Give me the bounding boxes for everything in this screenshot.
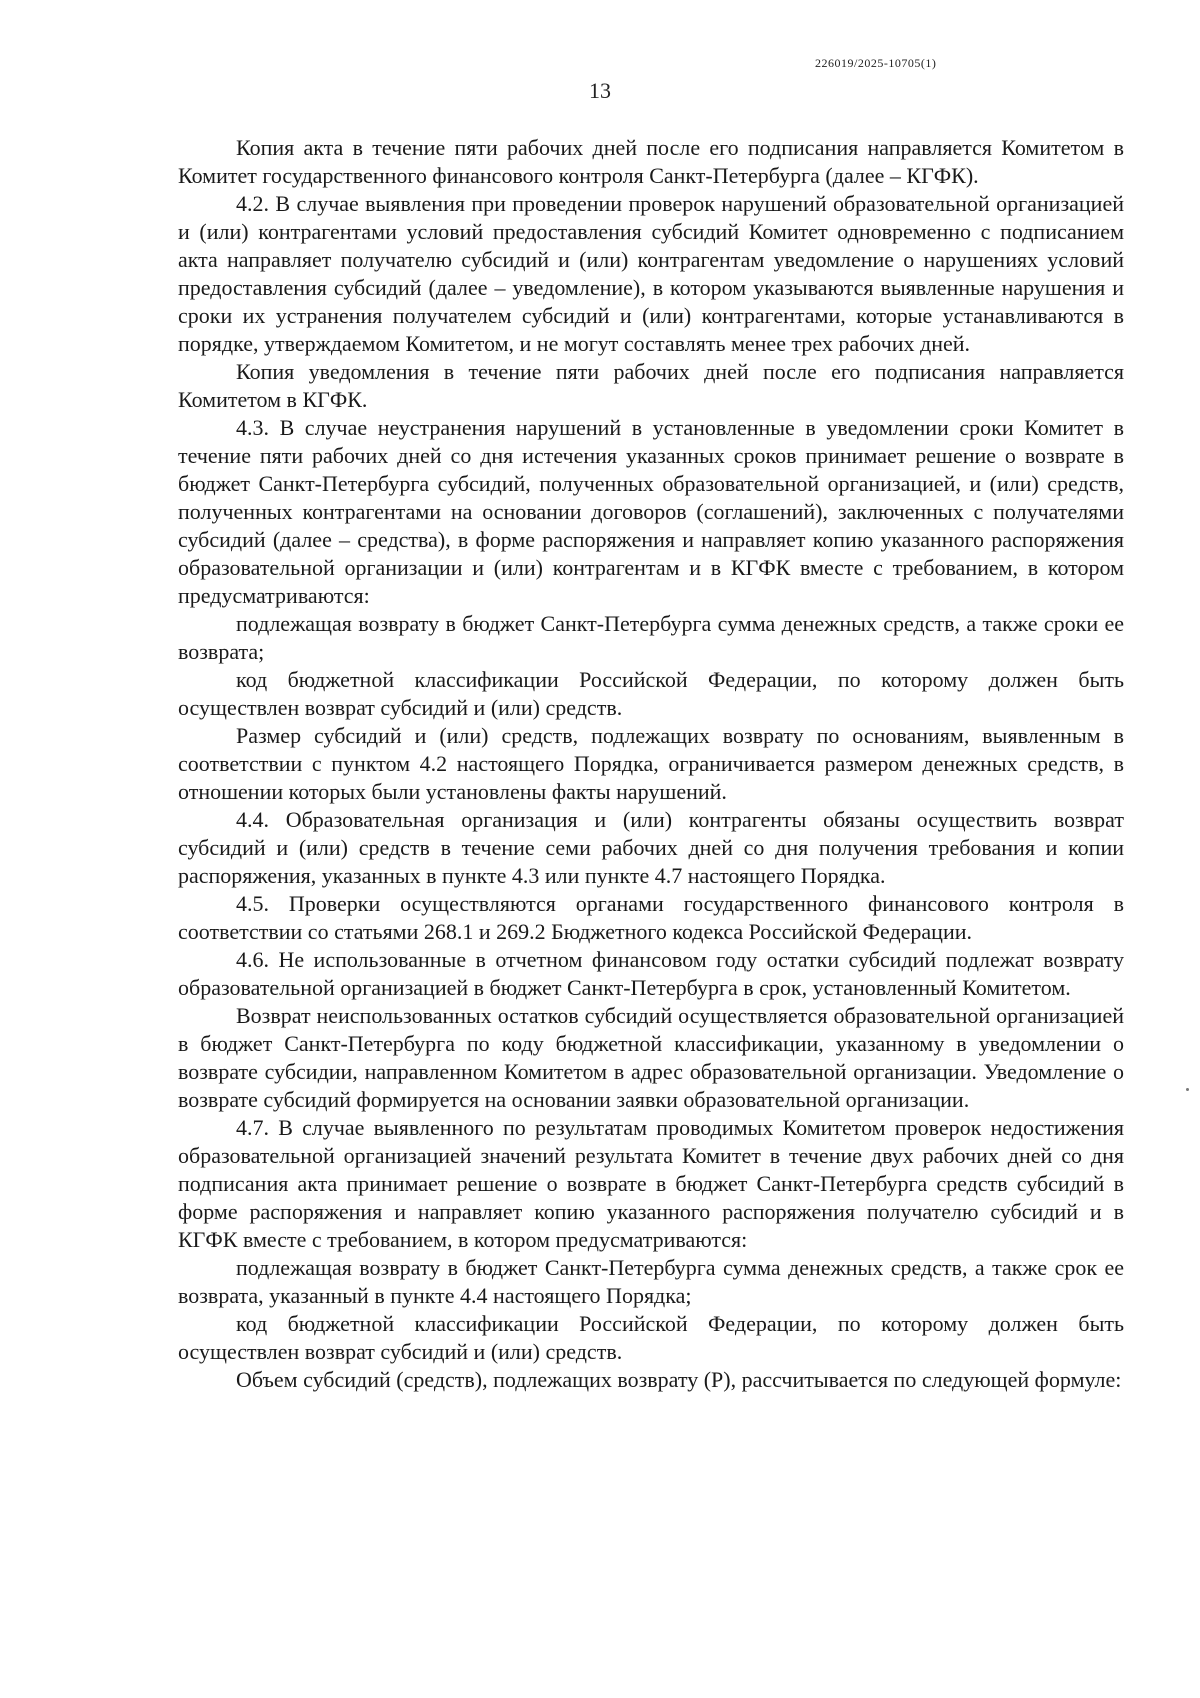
paragraph: Объем субсидий (средств), подлежащих возврату (Р), рассчитывается по следующей формуле: bbox=[236, 1367, 1122, 1392]
scan-top-mark bbox=[760, 0, 970, 5]
paragraph: подлежащая возврату в бюджет Санкт-Петербурга сумма денежных средств, а также срок ее возврата, указанный в пункте 4.4 настоящего Порядка; bbox=[178, 1255, 1124, 1308]
document-id: 226019/2025-10705(1) bbox=[815, 56, 937, 70]
document-body bbox=[178, 134, 1124, 1394]
paragraph: 4.6. Не использованные в отчетном финансовом году остатки субсидий подлежат возврату образовательной организацией в бюджет Санкт-Петербурга в срок, установленный Комитетом. bbox=[178, 947, 1124, 1000]
paragraph: 4.5. Проверки осуществляются органами государственного финансового контроля в соответствии со статьями 268.1 и 269.2 Бюджетного кодекса Российской Федерации. bbox=[178, 891, 1124, 944]
paragraph: Возврат неиспользованных остатков субсидий осуществляется образовательной организацией в бюджет Санкт-Петербурга по коду бюджетной классификации, указанному в уведомлении о возврате субсидии, направленном Комитетом в адрес образовательной организации. Уведомление о возврате субсидий формируется на основании заявки образовательной организации. bbox=[178, 1003, 1124, 1112]
paragraph: код бюджетной классификации Российской Федерации, по которому должен быть осуществлен возврат субсидий и (или) средств. bbox=[178, 1311, 1124, 1364]
paragraph: Копия акта в течение пяти рабочих дней после его подписания направляется Комитетом в Комитет государственного финансового контроля Санкт-Петербурга (далее – КГФК). bbox=[178, 135, 1124, 188]
page-number: 13 bbox=[589, 78, 611, 103]
paragraph: подлежащая возврату в бюджет Санкт-Петербурга сумма денежных средств, а также сроки ее возврата; bbox=[178, 611, 1124, 664]
paragraph: 4.3. В случае неустранения нарушений в установленные в уведомлении сроки Комитет в течение пяти рабочих дней со дня истечения указанных сроков принимает решение о возврате в бюджет Санкт-Петербурга субсидий, полученных образовательной организацией, и (или) средств, полученных контрагентами на основании договоров (соглашений), заключенных с получателями субсидий (далее – средства), в форме распоряжения и направляет копию указанного распоряжения образовательной организации и (или) контрагентам и в КГФК вместе с требованием, в котором предусматриваются: bbox=[178, 415, 1124, 608]
paragraph: код бюджетной классификации Российской Федерации, по которому должен быть осуществлен возврат субсидий и (или) средств. bbox=[178, 667, 1124, 720]
paragraph: 4.2. В случае выявления при проведении проверок нарушений образовательной организацией и (или) контрагентами условий предоставления субсидий Комитет одновременно с подписанием акта направляет получателю субсидий и (или) контрагентам уведомление о нарушениях условий предоставления субсидий (далее – уведомление), в котором указываются выявленные нарушения и сроки их устранения получателем субсидий и (или) контрагентами, которые устанавливаются в порядке, утверждаемом Комитетом, и не могут составлять менее трех рабочих дней. bbox=[178, 191, 1124, 356]
paragraph: Размер субсидий и (или) средств, подлежащих возврату по основаниям, выявленным в соответствии с пунктом 4.2 настоящего Порядка, ограничивается размером денежных средств, в отношении которых были установлены факты нарушений. bbox=[178, 723, 1124, 804]
paragraph: 4.7. В случае выявленного по результатам проводимых Комитетом проверок недостижения образовательной организацией значений результата Комитет в течение двух рабочих дней со дня подписания акта принимает решение о возврате в бюджет Санкт-Петербурга средств субсидий в форме распоряжения и направляет копию указанного распоряжения получателю субсидий и в КГФК вместе с требованием, в котором предусматриваются: bbox=[178, 1115, 1124, 1252]
paragraph: 4.4. Образовательная организация и (или) контрагенты обязаны осуществить возврат субсидий и (или) средств в течение семи рабочих дней со дня получения требования и копии распоряжения, указанных в пункте 4.3 или пункте 4.7 настоящего Порядка. bbox=[178, 807, 1124, 888]
paragraph: Копия уведомления в течение пяти рабочих дней после его подписания направляется Комитетом в КГФК. bbox=[178, 359, 1124, 412]
scan-edge-mark bbox=[1186, 1088, 1189, 1091]
